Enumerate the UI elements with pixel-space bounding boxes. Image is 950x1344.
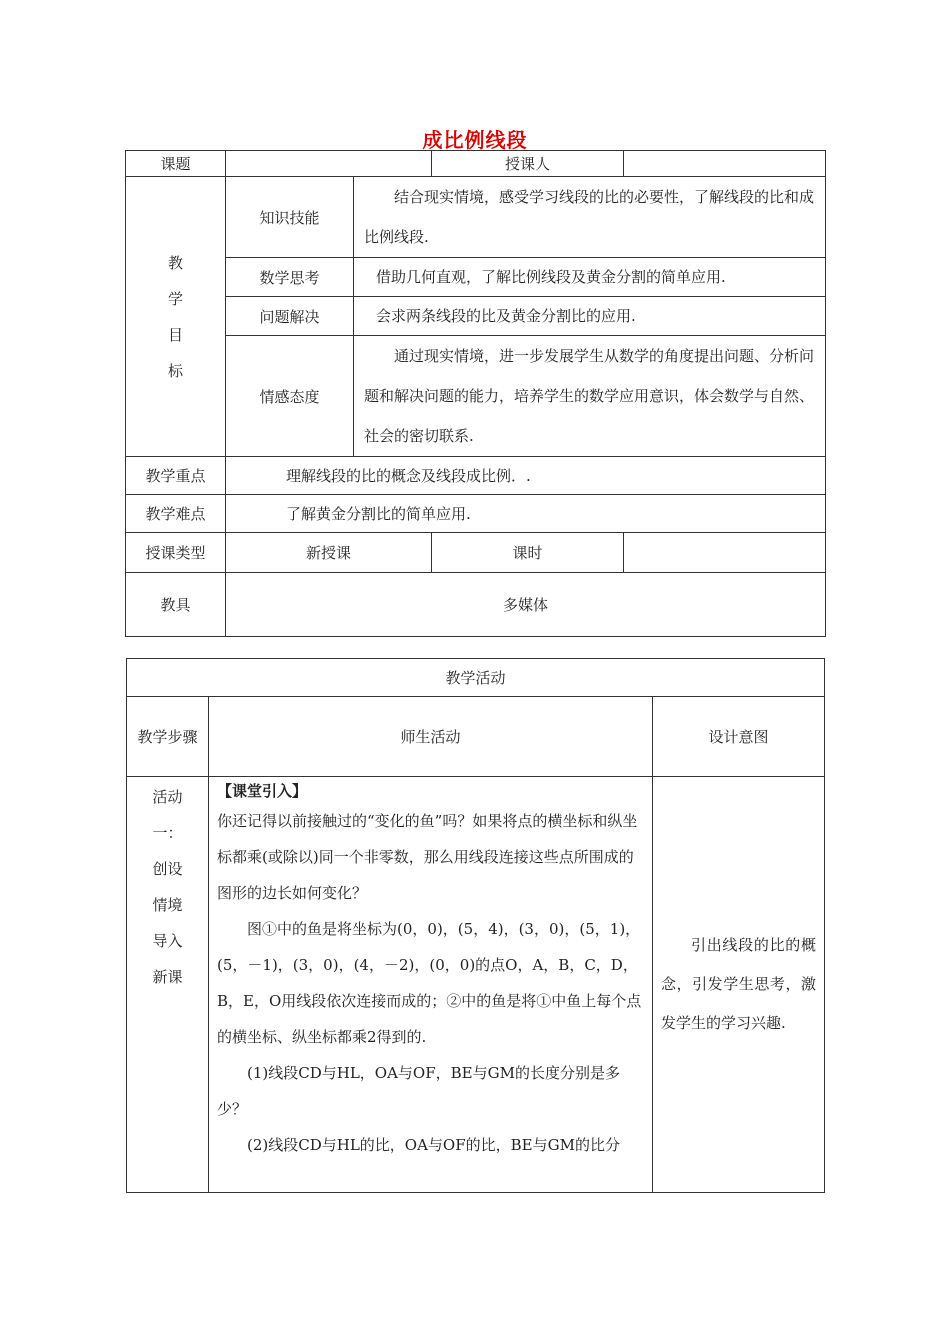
page-title: 成比例线段	[422, 128, 528, 152]
step-char: 活动	[152, 788, 183, 806]
tools-value: 多媒体	[226, 573, 826, 637]
objective-text: 结合现实情境，感受学习线段的比的必要性，了解线段的比和成比例线段.	[354, 177, 826, 258]
objectives-label-char: 目	[167, 325, 183, 344]
topic-value	[226, 151, 432, 177]
col-activities-header: 师生活动	[209, 697, 653, 777]
lesson-type-label: 授课类型	[126, 533, 226, 573]
intro-text: 你还记得以前接触过的“变化的鱼”吗？如果将点的横坐标和纵坐标都乘(或除以)同一个非零数，那么用线段连接这些点所围成的图形的边长如何变化？	[217, 812, 638, 902]
teaching-activity-table	[126, 658, 825, 1193]
col-steps-header: 教学步骤	[127, 697, 209, 777]
step-char: 新课	[152, 968, 183, 986]
objective-label: 情感态度	[226, 336, 354, 457]
difficult-point-label: 教学难点	[126, 495, 226, 533]
objective-label: 问题解决	[226, 297, 354, 336]
objectives-label	[126, 177, 226, 457]
objective-label: 数学思考	[226, 258, 354, 297]
lesson-type-value: 新授课	[226, 533, 432, 573]
objective-text: 通过现实情境，进一步发展学生从数学的角度提出问题、分析问题和解决问题的能力，培养学生的数学应用意识，体会数学与自然、社会的密切联系.	[354, 336, 826, 457]
tools-label: 教具	[126, 573, 226, 637]
hours-label: 课时	[432, 533, 624, 573]
step-char: 导入	[152, 932, 183, 950]
activity-header: 教学活动	[127, 659, 825, 697]
intent-text: 引出线段的比的概念，引发学生思考，激发学生的学习兴趣.	[661, 936, 817, 1032]
col-intent-header: 设计意图	[653, 697, 825, 777]
step-char: 情境	[152, 896, 183, 914]
step-char: 创设	[152, 860, 183, 878]
difficult-point-text: 了解黄金分割比的简单应用.	[226, 495, 826, 533]
key-point-label: 教学重点	[126, 457, 226, 495]
fig-text: 图①中的鱼是将坐标为(0，0)，(5，4)，(3，0)，(5，1)，(5，－1)，(3，0)，(4，－2)，(0，0)的点O，A，B，C，D，B，E，O用线段依次连接而成的；②中的鱼是将①中鱼上每个点的横坐标、纵坐标都乘2得到的.	[217, 920, 642, 1046]
intent-cell	[653, 777, 825, 1193]
objective-text: 借助几何直观，了解比例线段及黄金分割的简单应用.	[354, 258, 826, 297]
objectives-label-char: 标	[167, 361, 183, 380]
hours-value	[624, 533, 826, 573]
objective-text: 会求两条线段的比及黄金分割比的应用.	[354, 297, 826, 336]
objectives-label-char: 教	[167, 253, 183, 272]
step-cell	[127, 777, 209, 1193]
question-1: (1)线段CD与HL，OA与OF，BE与GM的长度分别是多少？	[217, 1064, 620, 1118]
section-title: 【课堂引入】	[217, 782, 308, 800]
key-point-text: 理解线段的比的概念及线段成比例．.	[226, 457, 826, 495]
teacher-value	[624, 151, 826, 177]
teacher-label: 授课人	[432, 151, 624, 177]
activity-content	[209, 777, 653, 1193]
objectives-label-char: 学	[167, 289, 183, 308]
question-2: (2)线段CD与HL的比，OA与OF的比，BE与GM的比分	[247, 1136, 620, 1154]
step-char: 一：	[152, 824, 183, 842]
topic-label: 课题	[126, 151, 226, 177]
lesson-info-table	[125, 150, 826, 637]
objective-label: 知识技能	[226, 177, 354, 258]
